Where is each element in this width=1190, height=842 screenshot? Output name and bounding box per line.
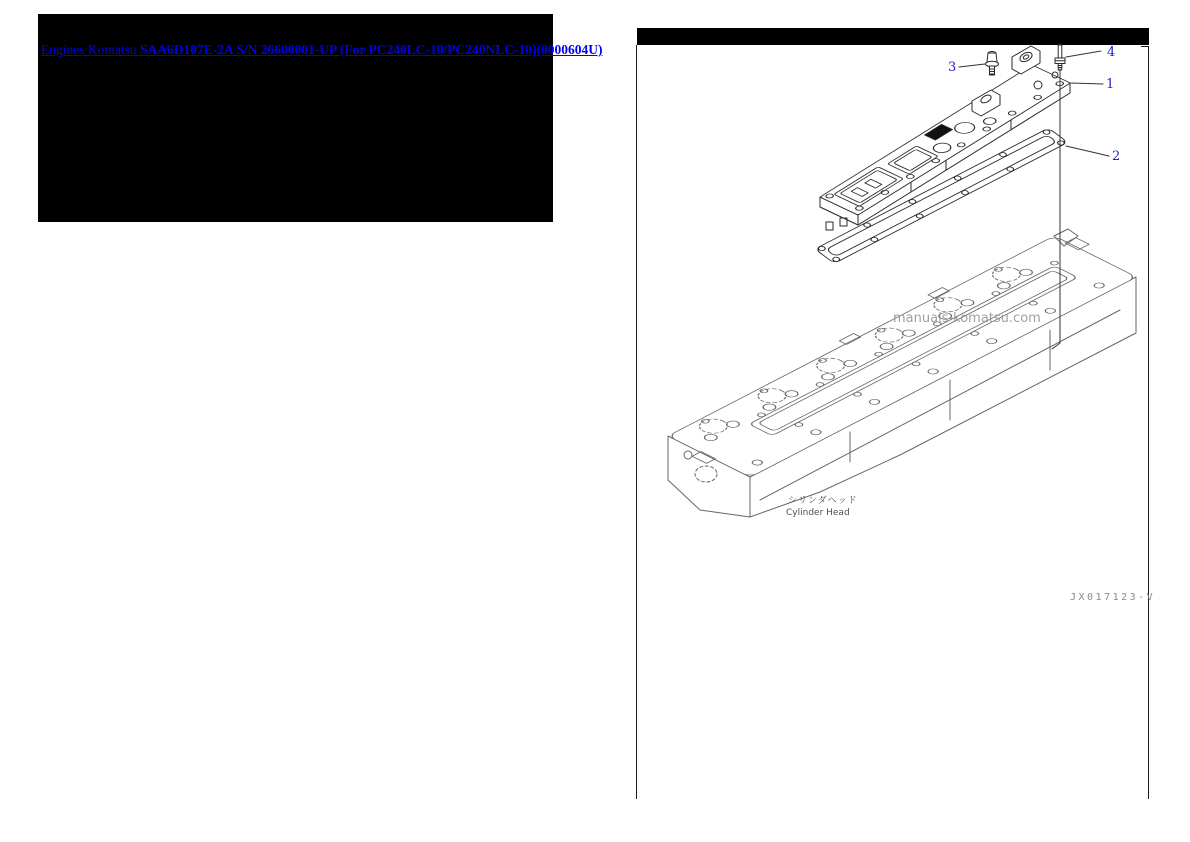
- mounting-bolt-drawing: [986, 52, 999, 76]
- callout-3: 3: [948, 60, 957, 75]
- engine-part-link-main: SAA6D107E-2A S/N 26600001-UP (For PC240LC-10/PC240NLC-10)(0000604U): [140, 42, 603, 57]
- callout-2: 2: [1112, 149, 1121, 164]
- engine-part-link-prefix: Engines Komatsu: [41, 42, 140, 57]
- stud-drawing: [1055, 44, 1065, 70]
- cylinder-head-drawing: [654, 228, 1146, 517]
- cylinder-head-label-en: Cylinder Head: [786, 508, 850, 518]
- cylinder-head-label-jp: シリンダヘッド: [788, 496, 858, 506]
- callout-4: 4: [1107, 45, 1116, 60]
- drawing-number: JX017123-V: [1070, 592, 1156, 603]
- callout-1: 1: [1106, 77, 1115, 92]
- watermark: manuals-komatsu.com: [893, 311, 1041, 326]
